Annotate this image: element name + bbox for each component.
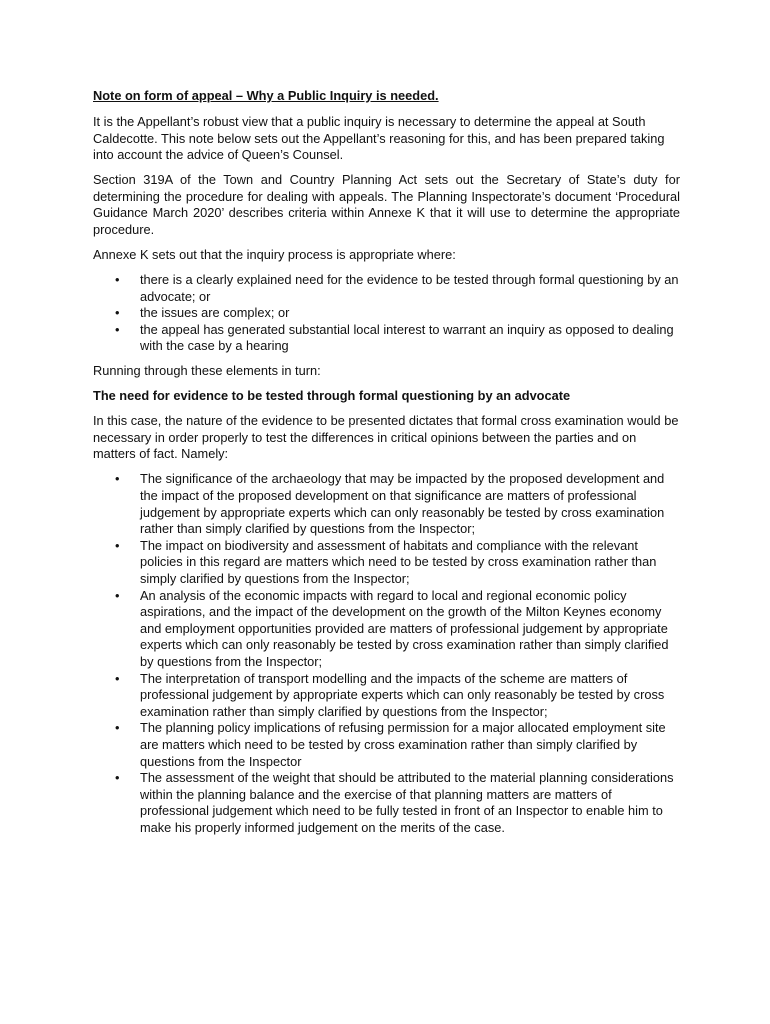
list-item: • the appeal has generated substantial local interest to warrant an inquiry as opposed to dealing with the case by a hearing — [93, 322, 680, 355]
list-item: • The interpretation of transport modelling and the impacts of the scheme are matters of professional judgement by appropriate experts which can only reasonably be tested by cross examination rather than simply clarified by questions from the Inspector; — [93, 671, 680, 721]
list-item: • there is a clearly explained need for the evidence to be tested through formal questioning by an advocate; or — [93, 272, 680, 305]
document-body — [93, 114, 680, 845]
document-title: Note on form of appeal – Why a Public Inquiry is needed. — [93, 88, 439, 103]
legal-basis-paragraph: Section 319A of the Town and Country Planning Act sets out the Secretary of State’s duty for determining the procedure for dealing with appeals. The Planning Inspectorate’s document ‘Procedural Guidance March 2020’ describes criteria within Annexe K that it will use to determine the appropriate procedure. — [93, 172, 680, 237]
annexe-k-paragraph: Annexe K sets out that the inquiry process is appropriate where: — [93, 246, 456, 262]
list-item: • An analysis of the economic impacts with regard to local and regional economic policy aspirations, and the impact of the development on the growth of the Milton Keynes economy and employment opportunities provided are matters of professional judgement by appropriate experts which can only reasonably be tested by cross examination rather than simply clarified by questions from the Inspector; — [93, 588, 680, 671]
list-item: • The assessment of the weight that should be attributed to the material planning considerations within the planning balance and the exercise of that planning matters are matters of professional judgement which need to be fully tested in front of an Inspector to enable him to make his properly informed judgement on the merits of the case. — [93, 770, 680, 836]
criteria-list — [93, 272, 680, 355]
list-item: • The significance of the archaeology that may be impacted by the proposed development and the impact of the proposed development on that significance are matters of professional judgement by appropriate experts which can only reasonably be tested by cross examination rather than simply clarified by questions from the Inspector; — [93, 471, 680, 537]
transition-paragraph: Running through these elements in turn: — [93, 363, 321, 379]
section-heading: The need for evidence to be tested through formal questioning by an advocate — [93, 388, 571, 404]
evidence-paragraph: In this case, the nature of the evidence to be presented dictates that formal cross examination would be necessary in order properly to test the differences in critical opinions between the parties and on matters of fact. Namely: — [93, 413, 679, 462]
list-item: • the issues are complex; or — [93, 305, 680, 322]
matters-list — [93, 471, 680, 836]
list-item: • The planning policy implications of refusing permission for a major allocated employment site are matters which need to be tested by cross examination rather than simply clarified by questions from the Inspector — [93, 720, 680, 770]
list-item: • The impact on biodiversity and assessment of habitats and compliance with the relevant policies in this regard are matters which need to be tested by cross examination rather than simply clarified by questions from the Inspector; — [93, 538, 680, 588]
intro-paragraph: It is the Appellant’s robust view that a public inquiry is necessary to determine the appeal at South Caldecotte. This note below sets out the Appellant’s reasoning for this, and has been prepared taking into account the advice of Queen’s Counsel. — [93, 114, 665, 163]
